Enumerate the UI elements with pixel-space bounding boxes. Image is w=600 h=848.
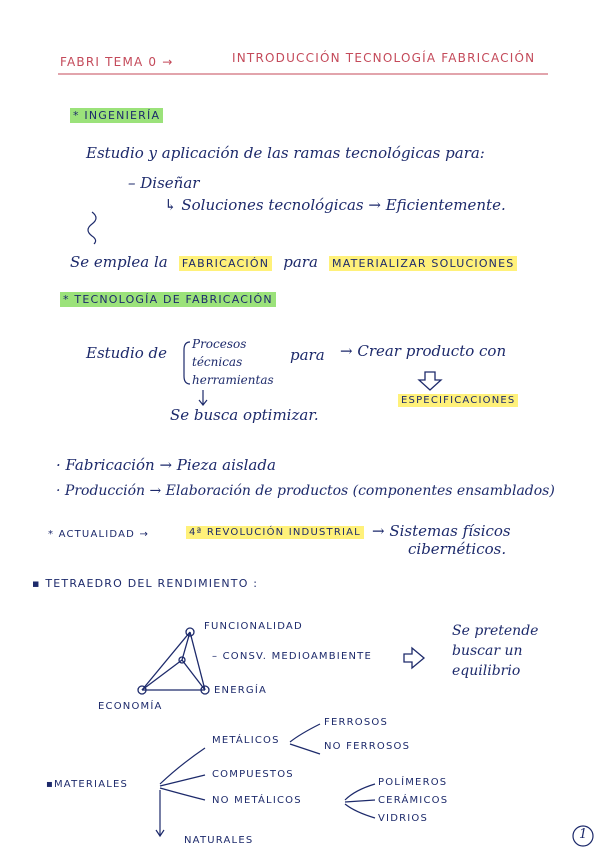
tetraedro-equilibrio-1: Se pretende	[452, 623, 539, 639]
materiales-ceramicos: CERÁMICOS	[378, 795, 449, 806]
materiales-naturales: NATURALES	[184, 835, 254, 846]
tetraedro-economia: ECONOMÍA	[98, 701, 163, 712]
actualidad-revolucion: 4ª REVOLUCIÓN INDUSTRIAL	[186, 528, 364, 538]
actualidad-label: * ACTUALIDAD →	[48, 529, 150, 540]
list-bracket-icon	[184, 342, 190, 384]
section-ingenieria-heading: * INGENIERÍA	[70, 110, 163, 121]
tecnologia-para: para	[290, 346, 325, 364]
tetrahedron-diagram	[138, 628, 209, 694]
tecnologia-busca: Se busca optimizar.	[170, 406, 319, 424]
def-produccion: · Producción → Elaboración de productos (componentes ensamblados)	[56, 483, 555, 499]
tecnologia-crear: → Crear producto con	[340, 342, 507, 360]
tetraedro-funcionalidad: FUNCIONALIDAD	[204, 621, 303, 632]
header-title-right: INTRODUCCIÓN TECNOLOGÍA FABRICACIÓN	[232, 51, 536, 65]
curly-bracket-icon	[88, 212, 96, 244]
tecnologia-item-herramientas: herramientas	[192, 373, 274, 387]
hollow-arrow-down-icon	[419, 372, 441, 390]
ingenieria-line4: Se emplea la FABRICACIÓN para MATERIALIZAR SOLUCIONES	[70, 254, 517, 270]
def-fabricacion: · Fabricación → Pieza aislada	[56, 456, 276, 474]
tetraedro-consv: – CONSV. MEDIOAMBIENTE	[212, 651, 372, 662]
tecnologia-item-procesos: Procesos	[192, 337, 247, 351]
tetraedro-energia: ENERGÍA	[214, 685, 268, 696]
hollow-arrow-right-icon	[404, 648, 424, 668]
materiales-no-metalicos: NO METÁLICOS	[212, 795, 302, 806]
section-tecnologia-heading: * TECNOLOGÍA DE FABRICACIÓN	[60, 294, 276, 305]
actualidad-sistemas-2: cibernéticos.	[408, 540, 507, 558]
tetraedro-heading: ▪ TETRAEDRO DEL RENDIMIENTO :	[32, 577, 259, 590]
tecnologia-item-tecnicas: técnicas	[192, 355, 243, 369]
materiales-heading: ▪MATERIALES	[46, 779, 129, 790]
ingenieria-line3: ↳ Soluciones tecnológicas → Eficientemente.	[164, 196, 506, 214]
materiales-polimeros: POLÍMEROS	[378, 777, 448, 788]
materiales-metalicos: METÁLICOS	[212, 735, 280, 746]
page-number: 1	[579, 827, 588, 842]
tecnologia-estudio-de: Estudio de	[86, 344, 168, 362]
materiales-ferrosos: FERROSOS	[324, 717, 389, 728]
materiales-vidrios: VIDRIOS	[378, 813, 429, 824]
tecnologia-especificaciones: ESPECIFICACIONES	[398, 396, 518, 406]
ingenieria-line2: – Diseñar	[128, 174, 200, 192]
header-title-left: FABRI TEMA 0 →	[60, 55, 174, 69]
actualidad-sistemas-1: → Sistemas físicos	[372, 522, 511, 540]
tetraedro-equilibrio-2: buscar un	[452, 643, 523, 659]
tetraedro-equilibrio-3: equilibrio	[452, 663, 521, 679]
materiales-compuestos: COMPUESTOS	[212, 769, 294, 780]
ingenieria-line1: Estudio y aplicación de las ramas tecnológicas para:	[86, 144, 485, 162]
materiales-no-ferrosos: NO FERROSOS	[324, 741, 411, 752]
